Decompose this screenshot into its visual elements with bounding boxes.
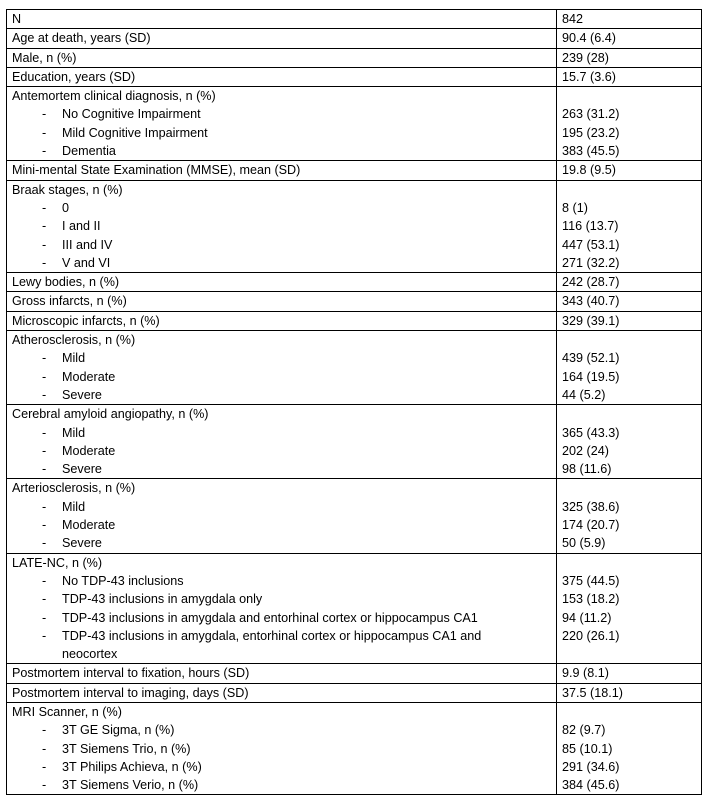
- row-label-cell: [7, 331, 557, 405]
- row-value: 239 (28): [562, 50, 609, 65]
- row-label-cell: [7, 405, 557, 479]
- row-value-cell: [557, 311, 702, 330]
- row-value: 15.7 (3.6): [562, 69, 616, 84]
- row-label-cell: [7, 664, 557, 683]
- sub-item: [12, 349, 556, 367]
- sub-item: [12, 572, 556, 590]
- sub-item: [12, 442, 556, 460]
- sub-item-value: 153 (18.2): [562, 592, 620, 607]
- table-row: [7, 331, 702, 405]
- sub-item: [12, 142, 556, 160]
- row-label: Cerebral amyloid angiopathy, n (%): [12, 407, 209, 422]
- sub-item: [12, 368, 556, 386]
- row-value: 9.9 (8.1): [562, 666, 609, 681]
- sub-item-value: 220 (26.1): [562, 628, 620, 643]
- table-row: [7, 405, 702, 479]
- row-value-cell: [557, 29, 702, 48]
- sub-item-value: 291 (34.6): [562, 759, 620, 774]
- sub-item-label: Mild: [62, 425, 86, 440]
- row-label: Antemortem clinical diagnosis, n (%): [12, 89, 216, 104]
- sub-item-label: V and VI: [62, 255, 111, 270]
- row-value-cell: [557, 405, 702, 479]
- row-label-cell: [7, 67, 557, 86]
- bullet-dash: -: [42, 125, 47, 140]
- sub-item-label: Severe: [62, 387, 102, 402]
- row-label: Braak stages, n (%): [12, 182, 123, 197]
- row-label-cell: [7, 683, 557, 702]
- row-label-cell: [7, 10, 557, 29]
- sub-item-label: Moderate: [62, 443, 116, 458]
- sub-item-label: 0: [62, 200, 70, 215]
- sub-item: [12, 776, 556, 794]
- row-value: 37.5 (18.1): [562, 685, 623, 700]
- bullet-dash: -: [42, 237, 47, 252]
- row-label: MRI Scanner, n (%): [12, 704, 122, 719]
- bullet-dash: -: [42, 462, 47, 477]
- sub-item-value: 325 (38.6): [562, 499, 620, 514]
- bullet-dash: -: [42, 536, 47, 551]
- sub-item: [12, 740, 556, 758]
- bullet-dash: -: [42, 107, 47, 122]
- row-label-cell: [7, 292, 557, 311]
- row-label-cell: [7, 702, 557, 794]
- row-label-cell: [7, 273, 557, 292]
- sub-item-label: Severe: [62, 462, 102, 477]
- table-row: [7, 553, 702, 664]
- bullet-dash: -: [42, 610, 47, 625]
- sub-item-value: 365 (43.3): [562, 425, 620, 440]
- sub-item: [12, 105, 556, 123]
- characteristics-table: [6, 9, 702, 795]
- row-value: 842: [562, 12, 584, 26]
- row-label-cell: [7, 87, 557, 161]
- sub-item-value: 85 (10.1): [562, 741, 613, 756]
- sub-item-label: TDP-43 inclusions in amygdala, entorhinal cortex or hippocampus CA1 and neocortex: [62, 628, 482, 662]
- sub-item-label: Mild: [62, 499, 86, 514]
- row-value-cell: [557, 479, 702, 553]
- bullet-dash: -: [42, 518, 47, 533]
- sub-item-label: 3T Siemens Trio, n (%): [62, 741, 191, 756]
- table-row: [7, 180, 702, 272]
- bullet-dash: -: [42, 387, 47, 402]
- row-label: Male, n (%): [12, 50, 77, 65]
- sub-item-label: 3T Siemens Verio, n (%): [62, 778, 199, 793]
- sub-item-value: 375 (44.5): [562, 573, 620, 588]
- row-value-cell: [557, 664, 702, 683]
- sub-item: [12, 217, 556, 235]
- table-row: [7, 273, 702, 292]
- bullet-dash: -: [42, 741, 47, 756]
- sub-item: [12, 424, 556, 442]
- bullet-dash: -: [42, 200, 47, 215]
- row-value-cell: [557, 87, 702, 161]
- bullet-dash: -: [42, 425, 47, 440]
- row-label: Lewy bodies, n (%): [12, 275, 120, 290]
- row-label-cell: [7, 553, 557, 664]
- sub-item-value: 116 (13.7): [562, 219, 619, 234]
- sub-item-value: 263 (31.2): [562, 107, 620, 122]
- table-row: [7, 48, 702, 67]
- bullet-dash: -: [42, 443, 47, 458]
- table-row: [7, 683, 702, 702]
- row-label: Arteriosclerosis, n (%): [12, 481, 136, 496]
- sub-item-value: 98 (11.6): [562, 462, 612, 477]
- row-label-cell: [7, 479, 557, 553]
- row-label: LATE-NC, n (%): [12, 555, 103, 570]
- bullet-dash: -: [42, 255, 47, 270]
- table-row: [7, 311, 702, 330]
- row-value: 343 (40.7): [562, 294, 620, 309]
- sub-item-label: Dementia: [62, 144, 116, 159]
- row-value-cell: [557, 683, 702, 702]
- sub-item-label: Mild Cognitive Impairment: [62, 125, 208, 140]
- row-label: Atherosclerosis, n (%): [12, 333, 136, 348]
- sub-item-value: 383 (45.5): [562, 144, 620, 159]
- sub-item-value: 8 (1): [562, 200, 588, 215]
- row-value-cell: [557, 67, 702, 86]
- table-row: [7, 702, 702, 794]
- row-value-cell: [557, 273, 702, 292]
- bullet-dash: -: [42, 219, 47, 234]
- sub-item-value: 50 (5.9): [562, 536, 606, 551]
- sub-item-label: TDP-43 inclusions in amygdala and entorhinal cortex or hippocampus CA1: [62, 610, 478, 625]
- table-row: [7, 161, 702, 180]
- sub-item-label: 3T Philips Achieva, n (%): [62, 759, 202, 774]
- row-value: 19.8 (9.5): [562, 163, 616, 178]
- row-value-cell: [557, 10, 702, 29]
- row-value: 329 (39.1): [562, 313, 620, 328]
- sub-item-label: III and IV: [62, 237, 113, 252]
- sub-item-label: No TDP-43 inclusions: [62, 573, 184, 588]
- table-row: [7, 292, 702, 311]
- table-row: [7, 10, 702, 29]
- row-label: Microscopic infarcts, n (%): [12, 313, 160, 328]
- row-label: Education, years (SD): [12, 69, 136, 84]
- sub-item: [12, 199, 556, 217]
- sub-item-label: Moderate: [62, 369, 116, 384]
- sub-item-value: 82 (9.7): [562, 723, 606, 738]
- bullet-dash: -: [42, 499, 47, 514]
- sub-item-label: TDP-43 inclusions in amygdala only: [62, 592, 263, 607]
- sub-item-label: 3T GE Sigma, n (%): [62, 723, 175, 738]
- row-label-cell: [7, 180, 557, 272]
- sub-item: [12, 460, 556, 478]
- bullet-dash: -: [42, 778, 47, 793]
- row-label-cell: [7, 48, 557, 67]
- row-label: Postmortem interval to imaging, days (SD): [12, 685, 249, 700]
- bullet-dash: -: [42, 592, 47, 607]
- sub-item-value: 164 (19.5): [562, 369, 620, 384]
- sub-item-label: Mild: [62, 351, 86, 366]
- row-value-cell: [557, 702, 702, 794]
- sub-item-label: I and II: [62, 219, 101, 234]
- row-label-cell: [7, 29, 557, 48]
- sub-item: [12, 627, 556, 664]
- sub-item: [12, 609, 556, 627]
- row-label: Gross infarcts, n (%): [12, 294, 127, 309]
- table-body: [7, 10, 702, 795]
- table-row: [7, 67, 702, 86]
- sub-item: [12, 590, 556, 608]
- sub-item: [12, 758, 556, 776]
- row-value: 242 (28.7): [562, 275, 620, 290]
- sub-item-label: Severe: [62, 536, 102, 551]
- sub-item-value: 174 (20.7): [562, 518, 620, 533]
- table-row: [7, 29, 702, 48]
- sub-item-value: 94 (11.2): [562, 610, 612, 625]
- table-row: [7, 87, 702, 161]
- row-label-cell: [7, 311, 557, 330]
- sub-item: [12, 254, 556, 272]
- sub-item-value: 44 (5.2): [562, 387, 606, 402]
- bullet-dash: -: [42, 573, 47, 588]
- sub-item-label: Moderate: [62, 518, 116, 533]
- sub-item-value: 384 (45.6): [562, 778, 620, 793]
- sub-item: [12, 721, 556, 739]
- sub-item: [12, 386, 556, 404]
- row-label: Postmortem interval to fixation, hours (SD): [12, 666, 250, 681]
- row-value-cell: [557, 48, 702, 67]
- bullet-dash: -: [42, 723, 47, 738]
- row-label-cell: [7, 161, 557, 180]
- sub-item: [12, 534, 556, 552]
- row-value-cell: [557, 553, 702, 664]
- sub-item: [12, 498, 556, 516]
- bullet-dash: -: [42, 759, 47, 774]
- row-label: N: [12, 12, 22, 26]
- sub-item: [12, 516, 556, 534]
- row-label: Age at death, years (SD): [12, 31, 151, 46]
- sub-item-value: 195 (23.2): [562, 125, 620, 140]
- row-label: Mini-mental State Examination (MMSE), mean (SD): [12, 163, 301, 178]
- row-value-cell: [557, 331, 702, 405]
- bullet-dash: -: [42, 628, 47, 643]
- sub-item: [12, 236, 556, 254]
- sub-item-label: No Cognitive Impairment: [62, 107, 201, 122]
- table-row: [7, 664, 702, 683]
- sub-item-value: 202 (24): [562, 443, 609, 458]
- row-value-cell: [557, 161, 702, 180]
- row-value-cell: [557, 180, 702, 272]
- bullet-dash: -: [42, 369, 47, 384]
- sub-item-value: 439 (52.1): [562, 351, 620, 366]
- sub-item-value: 447 (53.1): [562, 237, 620, 252]
- row-value: 90.4 (6.4): [562, 31, 616, 46]
- table-row: [7, 479, 702, 553]
- sub-item-value: 271 (32.2): [562, 255, 620, 270]
- row-value-cell: [557, 292, 702, 311]
- sub-item: [12, 124, 556, 142]
- bullet-dash: -: [42, 144, 47, 159]
- bullet-dash: -: [42, 351, 47, 366]
